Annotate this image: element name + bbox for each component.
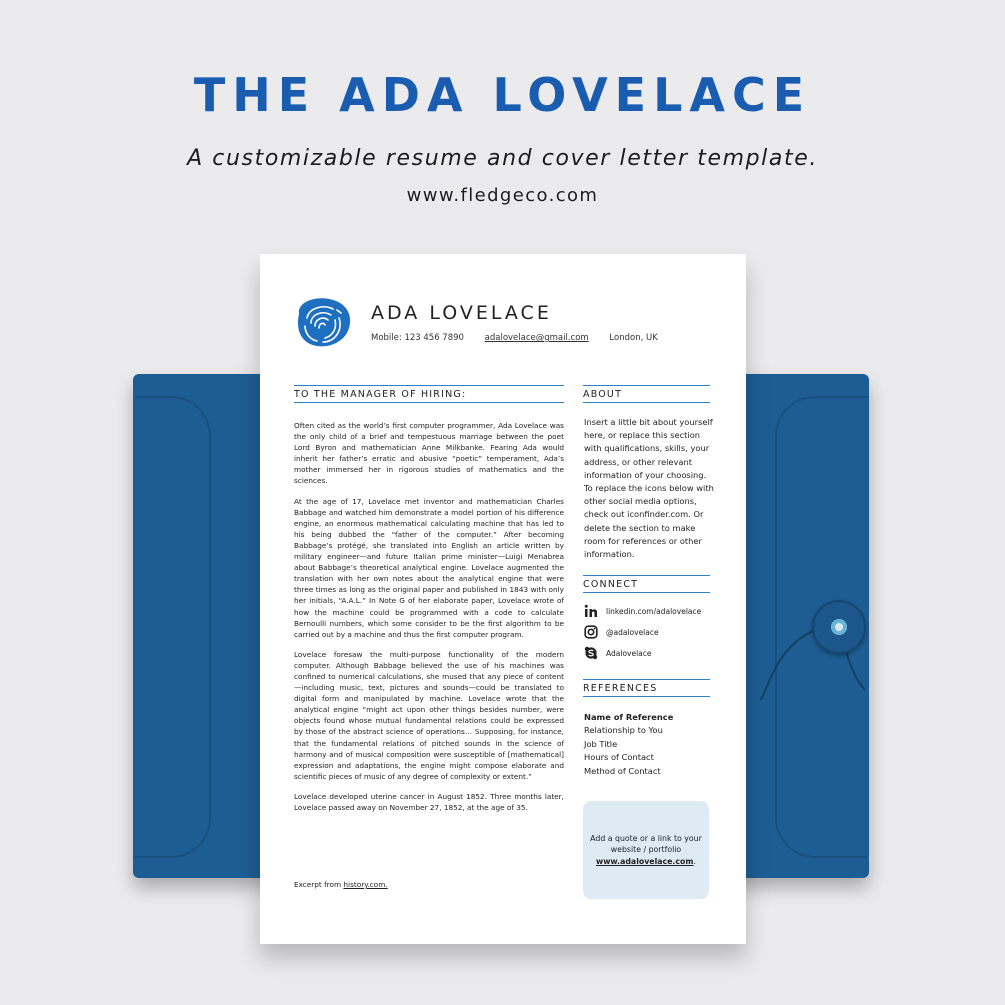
portfolio-link[interactable]: www.adalovelace.com [596,856,694,866]
instagram-icon [584,625,598,639]
fingerprint-logo-icon [293,296,353,348]
envelope-left-flap [135,396,211,858]
linkedin-icon [584,604,598,618]
connect-item-instagram[interactable] [584,625,659,639]
resume-name: ADA LOVELACE [371,302,552,324]
hero-title: THE ADA LOVELACE [193,68,812,122]
letter-body [294,420,564,822]
email-link[interactable]: adalovelace@gmail.com [484,333,589,343]
connect-heading: CONNECT [583,575,710,593]
contact-row [371,333,676,343]
letter-paragraph: Often cited as the world’s first computer programmer, Ada Lovelace was the only child of a brief and tempestuous marriage between the poet Lord Byron and mathematician Anne Milkbanke. Fearing Ada would inherit her father’s erratic and abusive “poetic” temperament, Ada’s mother immersed her in rigorous studies of mathematics and the sciences. [294,421,564,486]
letter-paragraph: Lovelace developed uterine cancer in August 1852. Three months later, Lovelace passed away on November 27, 1852, at the age of 35. [294,791,564,812]
letter-paragraph: Lovelace foresaw the multi-purpose functionality of the modern computer. Although Babbage believed the use of his machines was confined to numerical calculations, she mused that any piece of content—including music, text, pictures and sounds—could be translated to digital form and manipulated by machine. Lovelace wrote that the analytical engine “might act upon other things besides number, were objects found whose mutual fundamental relations could be expressed by those of the abstract science of operations… Supposing, for instance, that the fundamental relations of pitched sounds in the science of harmony and of musical composition were susceptible of [mathematical] expression and adaptations, the engine might compose elaborate and scientific pieces of music of any degree of complexity or extent.” [294,649,564,781]
hero-url[interactable]: www.fledgeco.com [406,185,599,206]
connect-label: @adalovelace [606,627,659,637]
mobile-text: Mobile: 123 456 7890 [371,333,464,343]
quote-box [583,801,709,899]
letter-heading: TO THE MANAGER OF HIRING: [294,385,564,403]
envelope-button [812,600,866,654]
location-text: London, UK [609,333,658,343]
letter-paragraph: At the age of 17, Lovelace met inventor and mathematician Charles Babbage and watched him demonstrate a model portion of his difference engine, an enormous mathematical calculating machine that has led to his being dubbed the “father of the computer.” After becoming Babbage’s protégé, she translated into English an article written by military engineer—and future Italian prime minister—Luigi Menabrea about Babbage’s theoretical analytical engine. Lovelace augmented the translation with her own notes about the analytical engine that were three times as long as the original paper and published in 1843 with only her initials, “A.A.L.” In Note G of her elaborate paper, Lovelace wrote of how the machine could be programmed with a code to calculate Bernoulli numbers, which some consider to be the first algorithm to be carried out by a machine and thus the first computer program. [294,496,564,639]
excerpt-credit [294,880,388,889]
quote-link-suffix: . [693,856,696,866]
quote-line-2: website / portfolio [610,845,682,855]
quote-line-1: Add a quote or a link to your [590,833,702,843]
connect-item-skype[interactable] [584,646,652,660]
references-list [584,711,673,778]
connect-label: Adalovelace [606,648,652,658]
connect-label: linkedin.com/adalovelace [606,606,702,616]
hero-subtitle: A customizable resume and cover letter template. [187,146,818,171]
excerpt-prefix: Excerpt from [294,880,344,889]
reference-job-title: Job Title [584,738,618,749]
resume-page [260,254,746,944]
envelope-button-hole [831,619,847,635]
reference-hours: Hours of Contact [584,752,654,763]
reference-relationship: Relationship to You [584,725,663,736]
about-heading: ABOUT [583,385,710,403]
references-heading: REFERENCES [583,679,710,697]
reference-method: Method of Contact [584,765,661,776]
excerpt-link[interactable]: history.com. [343,880,388,889]
connect-item-linkedin[interactable] [584,604,701,618]
reference-name: Name of Reference [584,712,674,722]
skype-icon [584,646,598,660]
about-text: Insert a little bit about yourself here, or replace this section with qualifications, skills, your address, or other relevant information of your choosing. To replace the icons below with other social media options, check out iconfinder.com. Or delete the section to make room for references or other information. [584,417,714,560]
